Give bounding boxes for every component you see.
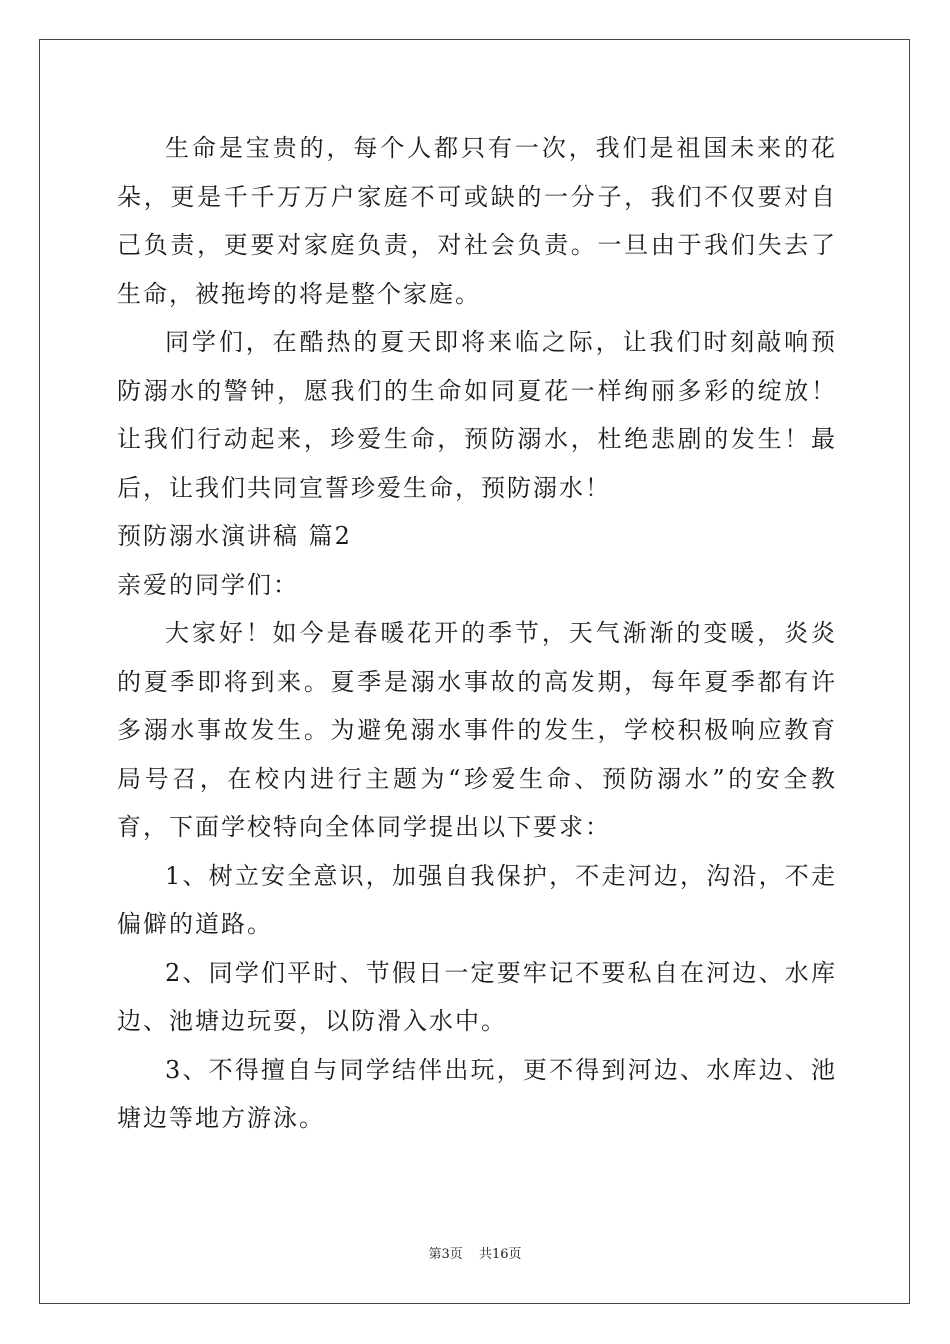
page-number: 第3页 bbox=[428, 1247, 463, 1262]
document-body bbox=[117, 124, 837, 1143]
paragraph: 大家好！如今是春暖花开的季节，天气渐渐的变暖，炎炎的夏季即将到来。夏季是溺水事故的高发期，每年夏季都有许多溺水事故发生。为避免溺水事件的发生，学校积极响应教育局号召，在校内进行主题为“珍爱生命、预防溺水”的安全教育，下面学校特向全体同学提出以下要求： bbox=[117, 619, 837, 841]
page-total: 共16页 bbox=[478, 1247, 522, 1262]
list-item: 2、同学们平时、节假日一定要牢记不要私自在河边、水库边、池塘边玩耍，以防滑入水中。 bbox=[117, 958, 837, 1035]
list-item: 1、树立安全意识，加强自我保护，不走河边，沟沿，不走偏僻的道路。 bbox=[117, 861, 837, 938]
paragraph: 同学们，在酷热的夏天即将来临之际，让我们时刻敲响预防溺水的警钟，愿我们的生命如同夏花一样绚丽多彩的绽放！让我们行动起来，珍爱生命，预防溺水，杜绝悲剧的发生！最后，让我们共同宣誓珍爱生命，预防溺水！ bbox=[117, 328, 837, 502]
section-heading: 预防溺水演讲稿 篇2 bbox=[117, 522, 352, 550]
page-footer bbox=[0, 1247, 950, 1263]
paragraph: 生命是宝贵的，每个人都只有一次，我们是祖国未来的花朵，更是千千万万户家庭不可或缺的一分子，我们不仅要对自己负责，更要对家庭负责，对社会负责。一旦由于我们失去了生命，被拖垮的将是整个家庭。 bbox=[117, 134, 837, 308]
list-item: 3、不得擅自与同学结伴出玩，更不得到河边、水库边、池塘边等地方游泳。 bbox=[117, 1055, 837, 1132]
salutation: 亲爱的同学们： bbox=[117, 570, 299, 599]
